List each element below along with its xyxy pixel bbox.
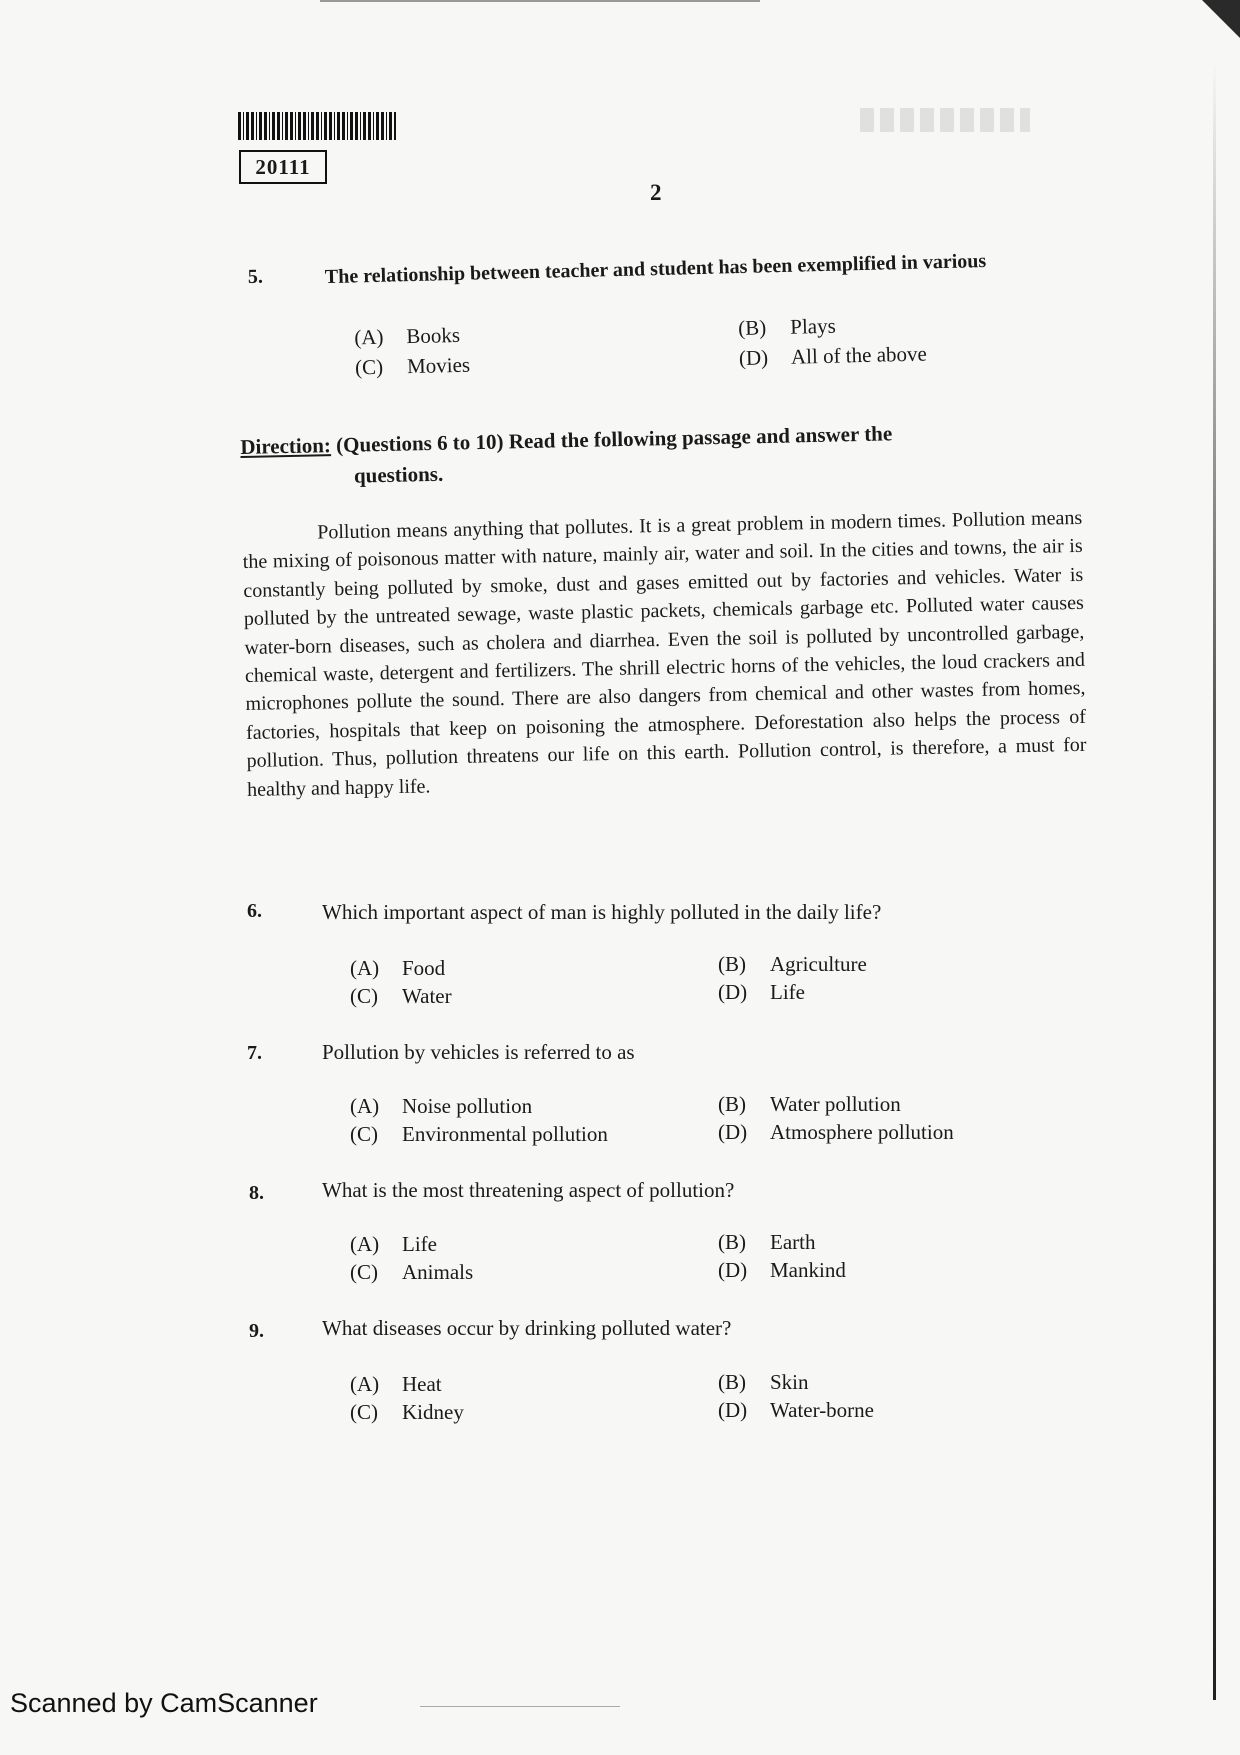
question-6-text: Which important aspect of man is highly polluted in the daily life? (322, 900, 882, 924)
option-label: (B) (718, 952, 746, 976)
option-text: Food (402, 956, 446, 980)
option-b (738, 314, 836, 341)
option-label: (C) (350, 1260, 378, 1284)
option-text: Skin (770, 1370, 809, 1394)
question-6-option-c (350, 984, 452, 1009)
option-text: Environmental pollution (402, 1122, 608, 1146)
option-text: Mankind (770, 1258, 846, 1282)
option-text: Water (402, 984, 452, 1008)
question-8-option-b (718, 1230, 815, 1255)
option-label: (C) (350, 984, 378, 1008)
option-label: (D) (738, 345, 769, 371)
option-label: (A) (350, 1232, 380, 1256)
option-label: (D) (718, 1120, 748, 1144)
option-label: (D) (718, 1398, 748, 1422)
option-c (355, 353, 471, 381)
option-label: (A) (350, 956, 380, 980)
option-text: Plays (789, 313, 837, 339)
question-6-option-a (350, 956, 445, 981)
question-number: 5. (247, 265, 264, 289)
bottom-rule (420, 1706, 620, 1707)
option-text: Movies (406, 352, 471, 379)
question-7-option-b (718, 1092, 901, 1117)
question-9-number: 9. (249, 1320, 264, 1342)
option-text: Noise pollution (402, 1094, 533, 1118)
option-label: (C) (350, 1400, 378, 1424)
option-label: (B) (737, 315, 767, 341)
option-label: (D) (718, 1258, 748, 1282)
option-text: Water pollution (770, 1092, 901, 1116)
option-label: (B) (718, 1092, 746, 1116)
question-6-option-b (718, 952, 867, 977)
question-8-text: What is the most threatening aspect of pollution? (322, 1178, 735, 1202)
camscanner-watermark: Scanned by CamScanner (10, 1688, 318, 1718)
question-9-option-d (718, 1398, 874, 1423)
direction-label: Direction: (240, 433, 332, 459)
option-a (354, 323, 460, 351)
option-label: (A) (354, 324, 384, 350)
question-7-text: Pollution by vehicles is referred to as (322, 1040, 635, 1064)
option-text: Earth (770, 1230, 816, 1254)
option-text: Atmosphere pollution (770, 1120, 954, 1144)
option-label: (A) (350, 1094, 380, 1118)
question-8-option-c (350, 1260, 473, 1285)
option-text: Heat (402, 1372, 442, 1396)
option-text: Life (402, 1232, 437, 1256)
option-label: (C) (350, 1122, 378, 1146)
question-8-option-a (350, 1232, 437, 1257)
question-9-option-b (718, 1370, 809, 1395)
option-label: (A) (350, 1372, 380, 1396)
option-label: (C) (354, 354, 384, 380)
question-7-option-c (350, 1122, 608, 1147)
question-8-option-d (718, 1258, 846, 1283)
question-7-option-a (350, 1094, 532, 1119)
option-label: (B) (718, 1370, 746, 1394)
direction-text: (Questions 6 to 10) Read the following passage and answer the (335, 421, 893, 457)
reading-passage: Pollution means anything that pollutes. It is a great problem in modern times. Pollution means the mixing of poisonous matter with nature, mainly air, water and soil. In the cities and towns, the air is constantly being polluted by smoke, dust and gases emitted out by factories and vehicles. Water is polluted by the untreated sewage, waste plastic packets, chemicals garbage etc. Polluted water causes water-born diseases, such as cholera and diarrhea. Even the soil is polluted by uncontrolled garbage, chemical waste, detergent and fertilizers. The shrill electric horns of the vehicles, the loud crackers and microphones pollute the sound. There are also dangers from chemical and other wastes from homes, factories, hospitals that keep on poisoning the atmosphere. Deforestation also helps the process of pollution. Thus, pollution threatens our life on this earth. Pollution control, is therefore, a must for healthy and happy life. (242, 506, 1087, 801)
option-text: Books (406, 322, 461, 349)
direction-heading (240, 416, 1011, 494)
question-9-text: What diseases occur by drinking polluted water? (322, 1316, 732, 1340)
question-7-option-d (718, 1120, 954, 1145)
question-9-option-c (350, 1400, 464, 1425)
question-6-option-d (718, 980, 805, 1005)
option-d (739, 341, 927, 371)
option-text: Life (770, 980, 805, 1004)
option-label: (D) (718, 980, 748, 1004)
option-label: (B) (718, 1230, 746, 1254)
question-9-option-a (350, 1372, 442, 1397)
option-text: Water-borne (770, 1398, 874, 1422)
option-text: All of the above (790, 341, 928, 369)
paper-code: 20111 (239, 150, 327, 184)
option-text: Animals (402, 1260, 474, 1284)
question-8-number: 8. (249, 1182, 264, 1204)
option-text: Kidney (402, 1400, 464, 1424)
question-text: The relationship between teacher and student has been exemplified in various (324, 249, 987, 289)
question-7-number: 7. (247, 1042, 262, 1064)
question-5 (0, 0, 1240, 420)
question-6-number: 6. (247, 900, 262, 922)
option-text: Agriculture (770, 952, 867, 976)
direction-text-continued: questions. (353, 461, 444, 488)
page-number: 2 (650, 180, 662, 205)
